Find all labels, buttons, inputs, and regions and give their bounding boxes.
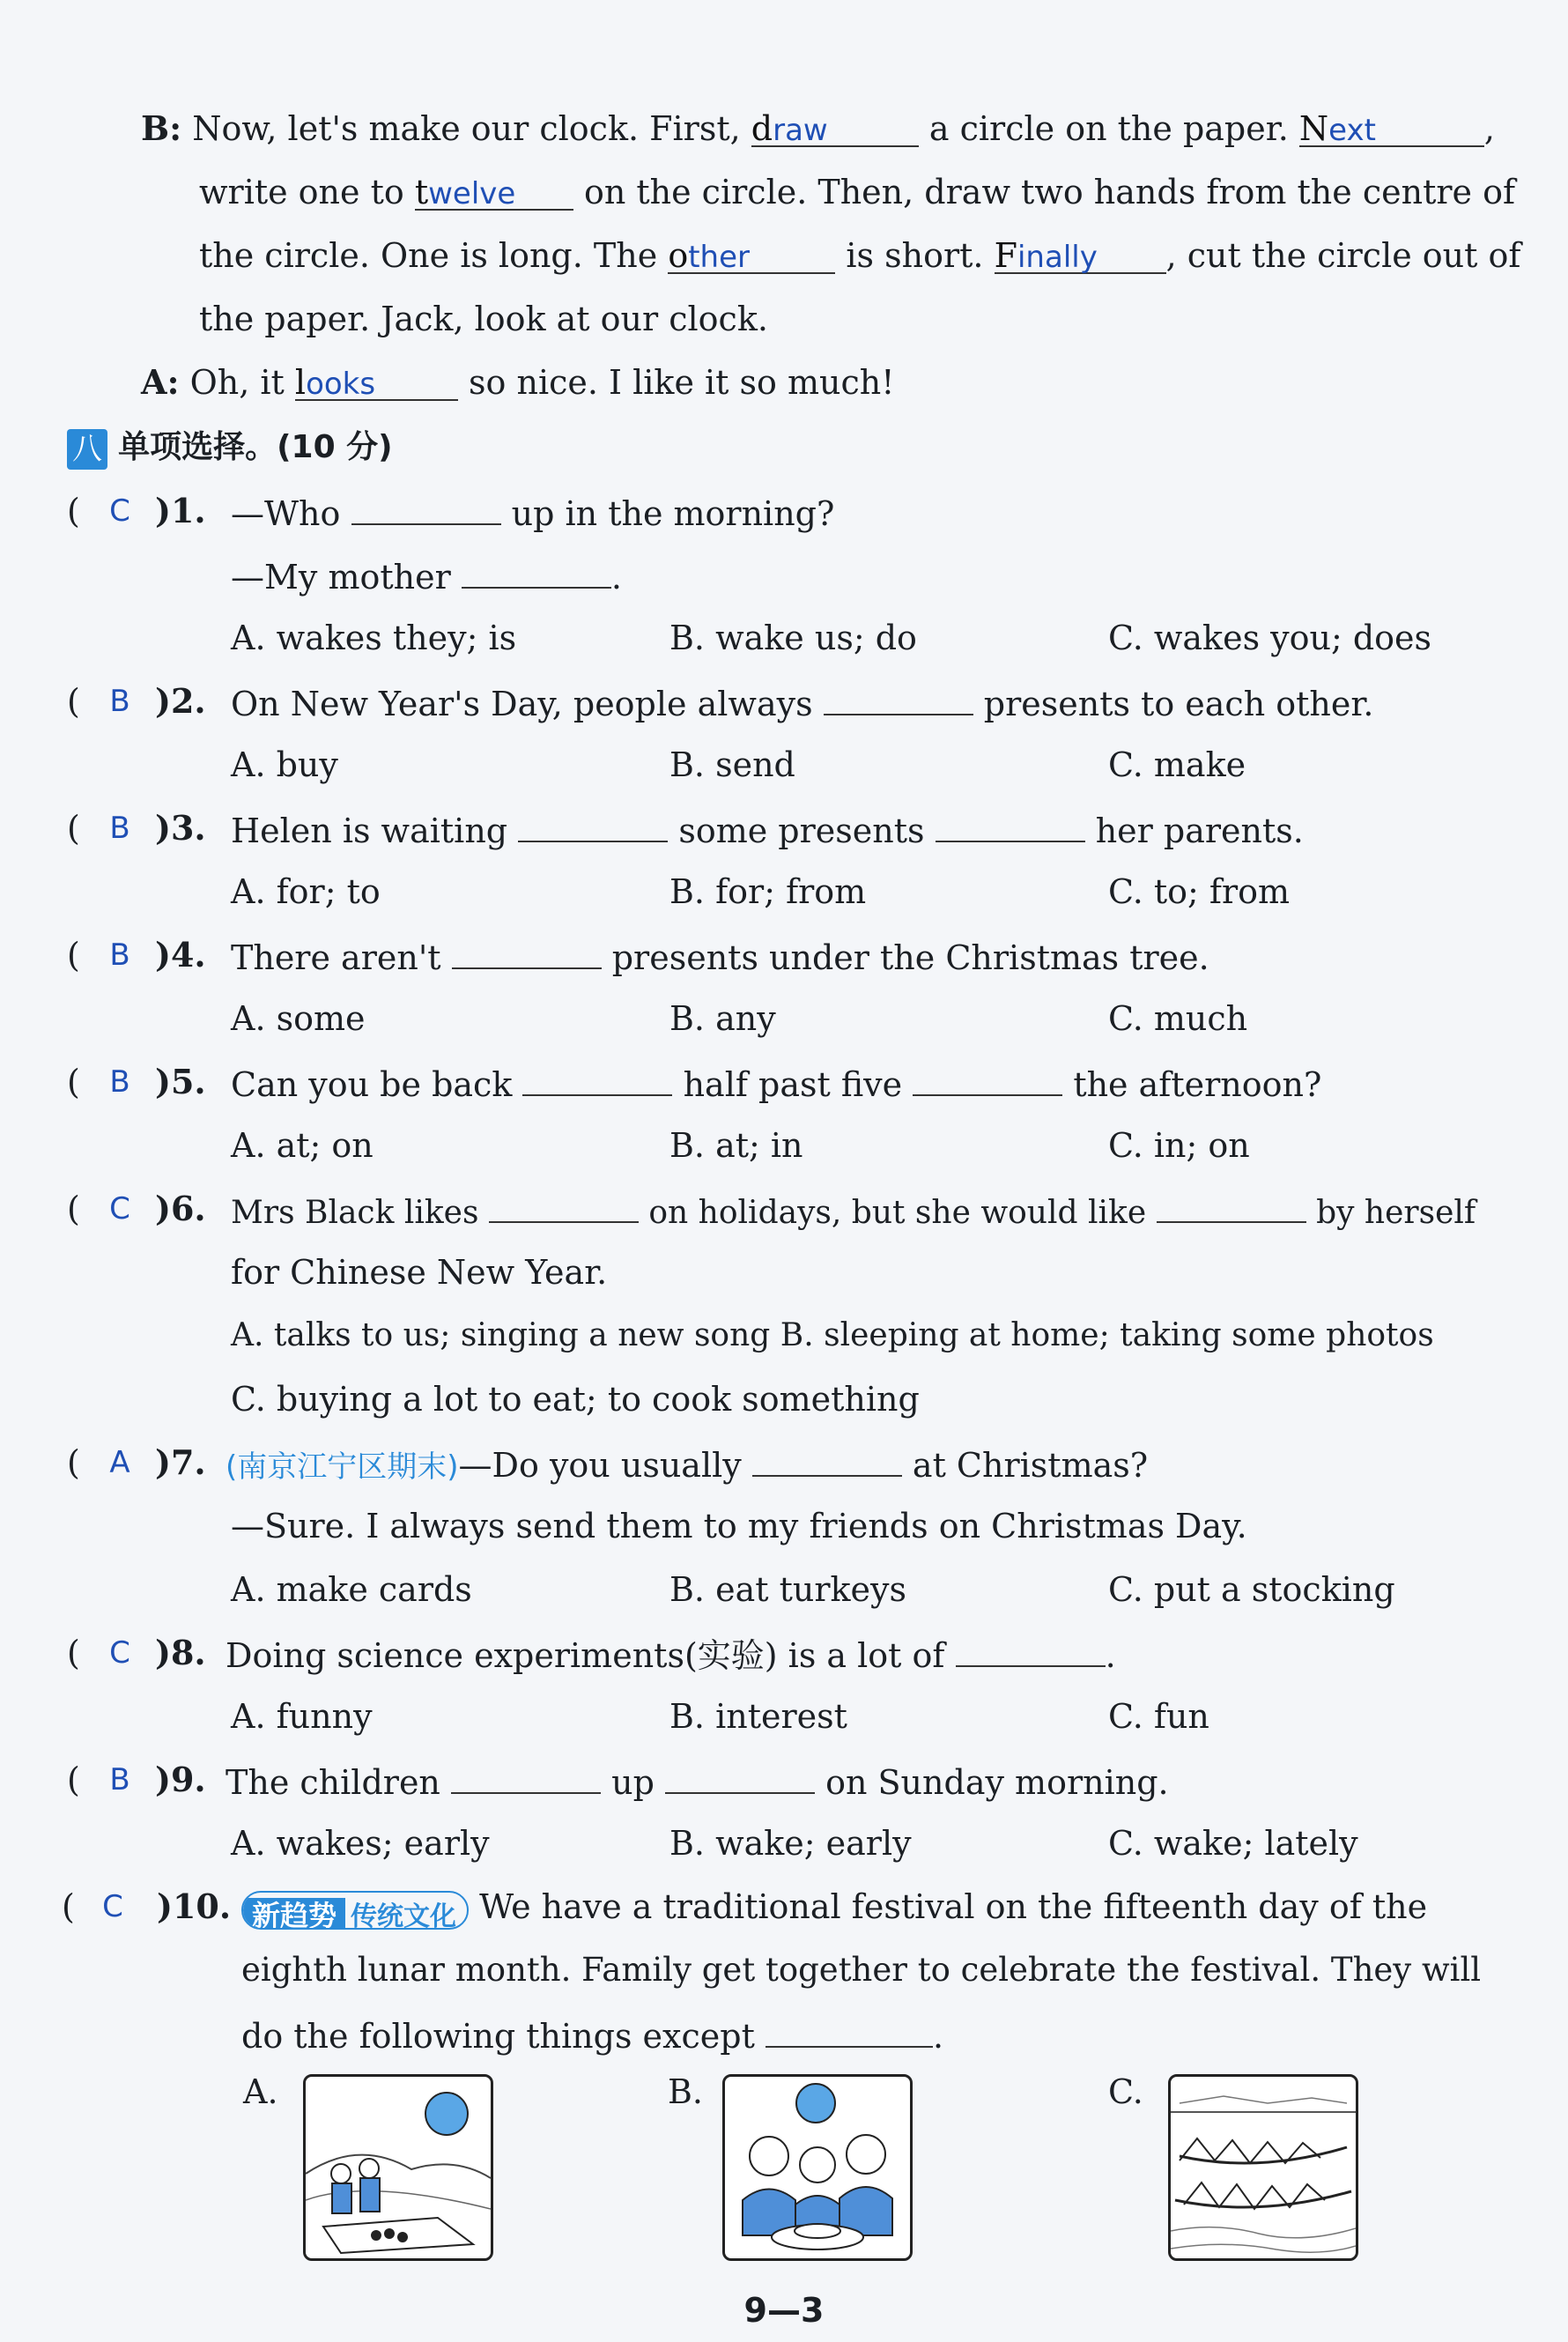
q1-option-b: B. wake us; do bbox=[669, 619, 917, 657]
answer-q3: B bbox=[109, 811, 130, 846]
answer-q1: C bbox=[109, 493, 130, 529]
blank bbox=[956, 1632, 1106, 1667]
q3-number: )3. bbox=[155, 808, 206, 848]
q2-number: )2. bbox=[155, 681, 206, 721]
q1-line-1: —Who up in the morning? bbox=[231, 490, 834, 535]
blank bbox=[451, 1759, 601, 1794]
paren-open: ( bbox=[67, 1190, 80, 1228]
blank bbox=[824, 680, 973, 715]
paren-open: ( bbox=[67, 1443, 80, 1482]
q4-option-b: B. any bbox=[669, 999, 776, 1038]
answer-q2: B bbox=[109, 684, 130, 719]
section-title: 单项选择。(10 分) bbox=[118, 429, 393, 465]
answer-q8: C bbox=[109, 1635, 130, 1671]
family-mooncakes-picture bbox=[722, 2074, 913, 2261]
q9-line-1: The children up on Sunday morning. bbox=[226, 1759, 1169, 1804]
q6-line-1: Mrs Black likes on holidays, but she would like by herself bbox=[231, 1188, 1476, 1234]
blank bbox=[752, 1442, 902, 1477]
paren-open: ( bbox=[67, 492, 80, 530]
blank bbox=[936, 807, 1085, 842]
dragon-boat-race-picture bbox=[1168, 2074, 1358, 2261]
q2-line-1: On New Year's Day, people always presents to each other. bbox=[231, 680, 1373, 725]
answer-q10: C bbox=[102, 1889, 123, 1924]
q9-option-b: B. wake; early bbox=[669, 1824, 912, 1863]
q5-number: )5. bbox=[155, 1062, 206, 1101]
q1-option-c: C. wakes you; does bbox=[1108, 619, 1432, 657]
dialogue-line-5: A: Oh, it looks so nice. I like it so much! bbox=[141, 362, 895, 402]
q9-number: )9. bbox=[155, 1760, 206, 1799]
q3-option-a: A. for; to bbox=[231, 872, 381, 911]
q10-line-2: eighth lunar month. Family get together to celebrate the festival. They will bbox=[241, 1951, 1482, 1989]
blank bbox=[462, 553, 611, 589]
q8-line-1: Doing science experiments(实验) is a lot of . bbox=[226, 1632, 1116, 1677]
answer-blank: draw bbox=[751, 112, 919, 147]
text: a circle on the paper. bbox=[928, 109, 1289, 148]
paren-open: ( bbox=[67, 682, 80, 721]
q7-line-1: (南京江宁区期末)—Do you usually at Christmas? bbox=[226, 1442, 1148, 1488]
answer-q6: C bbox=[109, 1191, 130, 1227]
blank bbox=[522, 1061, 672, 1096]
blank bbox=[518, 807, 668, 842]
paren-open: ( bbox=[67, 936, 80, 975]
picnic-under-moon-picture bbox=[303, 2074, 493, 2261]
q5-option-b: B. at; in bbox=[669, 1126, 803, 1165]
q10-line-1: 新趋势 传统文化 We have a traditional festival on the fifteenth day of the bbox=[241, 1886, 1427, 1930]
q6-number: )6. bbox=[155, 1189, 206, 1228]
speaker-a: A: bbox=[141, 362, 180, 402]
blank bbox=[452, 934, 602, 969]
answer-blank: Next bbox=[1299, 112, 1484, 147]
q10-option-c-label: C. bbox=[1108, 2072, 1143, 2111]
paren-open: ( bbox=[67, 1760, 80, 1799]
section-number: 八 bbox=[67, 429, 107, 470]
page-number: 9—3 bbox=[743, 2291, 825, 2330]
q4-number: )4. bbox=[155, 935, 206, 975]
q7-line-2: —Sure. I always send them to my friends on Christmas Day. bbox=[231, 1507, 1247, 1545]
q7-option-b: B. eat turkeys bbox=[669, 1570, 906, 1609]
q2-option-a: A. buy bbox=[231, 745, 338, 784]
q10-number: )10. bbox=[157, 1886, 232, 1926]
q4-line-1: There aren't presents under the Christmas tree. bbox=[231, 934, 1209, 979]
dialogue-line-3: the circle. One is long. The other is short. Finally , cut the circle out of bbox=[199, 236, 1521, 275]
answer-q5: B bbox=[109, 1064, 130, 1100]
answer-blank: other bbox=[668, 239, 835, 274]
q8-option-a: A. funny bbox=[231, 1697, 373, 1736]
answer-blank: Finally bbox=[995, 239, 1166, 274]
paren-open: ( bbox=[62, 1887, 75, 1926]
q5-option-a: A. at; on bbox=[231, 1126, 374, 1165]
q10-option-a-label: A. bbox=[243, 2072, 278, 2111]
q8-option-b: B. interest bbox=[669, 1697, 847, 1736]
answer-blank: twelve bbox=[415, 175, 573, 211]
answer-q4: B bbox=[109, 938, 130, 973]
blank bbox=[351, 490, 501, 525]
q4-option-a: A. some bbox=[231, 999, 366, 1038]
q5-option-c: C. in; on bbox=[1108, 1126, 1250, 1165]
blank bbox=[766, 2012, 933, 2048]
q6-options-ab: A. talks to us; singing a new song B. sleeping at home; taking some photos bbox=[231, 1317, 1434, 1353]
blank bbox=[1157, 1188, 1306, 1223]
q3-option-b: B. for; from bbox=[669, 872, 867, 911]
q9-option-c: C. wake; lately bbox=[1108, 1824, 1358, 1863]
q2-option-b: B. send bbox=[669, 745, 795, 784]
q8-number: )8. bbox=[155, 1633, 206, 1672]
q3-line-1: Helen is waiting some presents her parents. bbox=[231, 807, 1304, 852]
q7-option-a: A. make cards bbox=[231, 1570, 472, 1609]
q2-option-c: C. make bbox=[1108, 745, 1246, 784]
q6-option-c: C. buying a lot to eat; to cook something bbox=[231, 1380, 920, 1419]
q10-line-3: do the following things except . bbox=[241, 2012, 943, 2057]
section-header bbox=[67, 425, 393, 470]
q1-option-a: A. wakes they; is bbox=[231, 619, 517, 657]
q3-option-c: C. to; from bbox=[1108, 872, 1291, 911]
blank bbox=[913, 1061, 1062, 1096]
blank bbox=[489, 1188, 639, 1223]
q4-option-c: C. much bbox=[1108, 999, 1248, 1038]
paren-open: ( bbox=[67, 1063, 80, 1101]
q8-option-c: C. fun bbox=[1108, 1697, 1209, 1736]
paren-open: ( bbox=[67, 1634, 80, 1672]
paren-open: ( bbox=[67, 809, 80, 848]
dialogue-line-4: the paper. Jack, look at our clock. bbox=[199, 300, 768, 338]
source-tag: (南京江宁区期末) bbox=[226, 1449, 459, 1485]
q1-line-2: —My mother . bbox=[231, 553, 622, 598]
blank bbox=[665, 1759, 815, 1794]
q6-line-2: for Chinese New Year. bbox=[231, 1253, 608, 1292]
dialogue-line-1: B: Now, let's make our clock. First, draw a circle on the paper. Next , bbox=[141, 108, 1496, 148]
answer-q7: A bbox=[109, 1445, 130, 1480]
q7-number: )7. bbox=[155, 1442, 206, 1482]
q10-option-b-label: B. bbox=[668, 2072, 704, 2111]
text: Now, let's make our clock. First, bbox=[192, 109, 741, 148]
answer-q9: B bbox=[109, 1762, 130, 1797]
q1-number: )1. bbox=[155, 491, 206, 530]
q5-line-1: Can you be back half past five the afternoon? bbox=[231, 1061, 1321, 1106]
q7-option-c: C. put a stocking bbox=[1108, 1570, 1395, 1609]
q9-option-a: A. wakes; early bbox=[231, 1824, 490, 1863]
dialogue-line-2: write one to twelve on the circle. Then, draw two hands from the centre of bbox=[199, 173, 1516, 211]
trend-badge: 新趋势 传统文化 bbox=[241, 1891, 469, 1930]
speaker-b: B: bbox=[141, 108, 182, 148]
answer-blank: looks bbox=[295, 366, 458, 401]
